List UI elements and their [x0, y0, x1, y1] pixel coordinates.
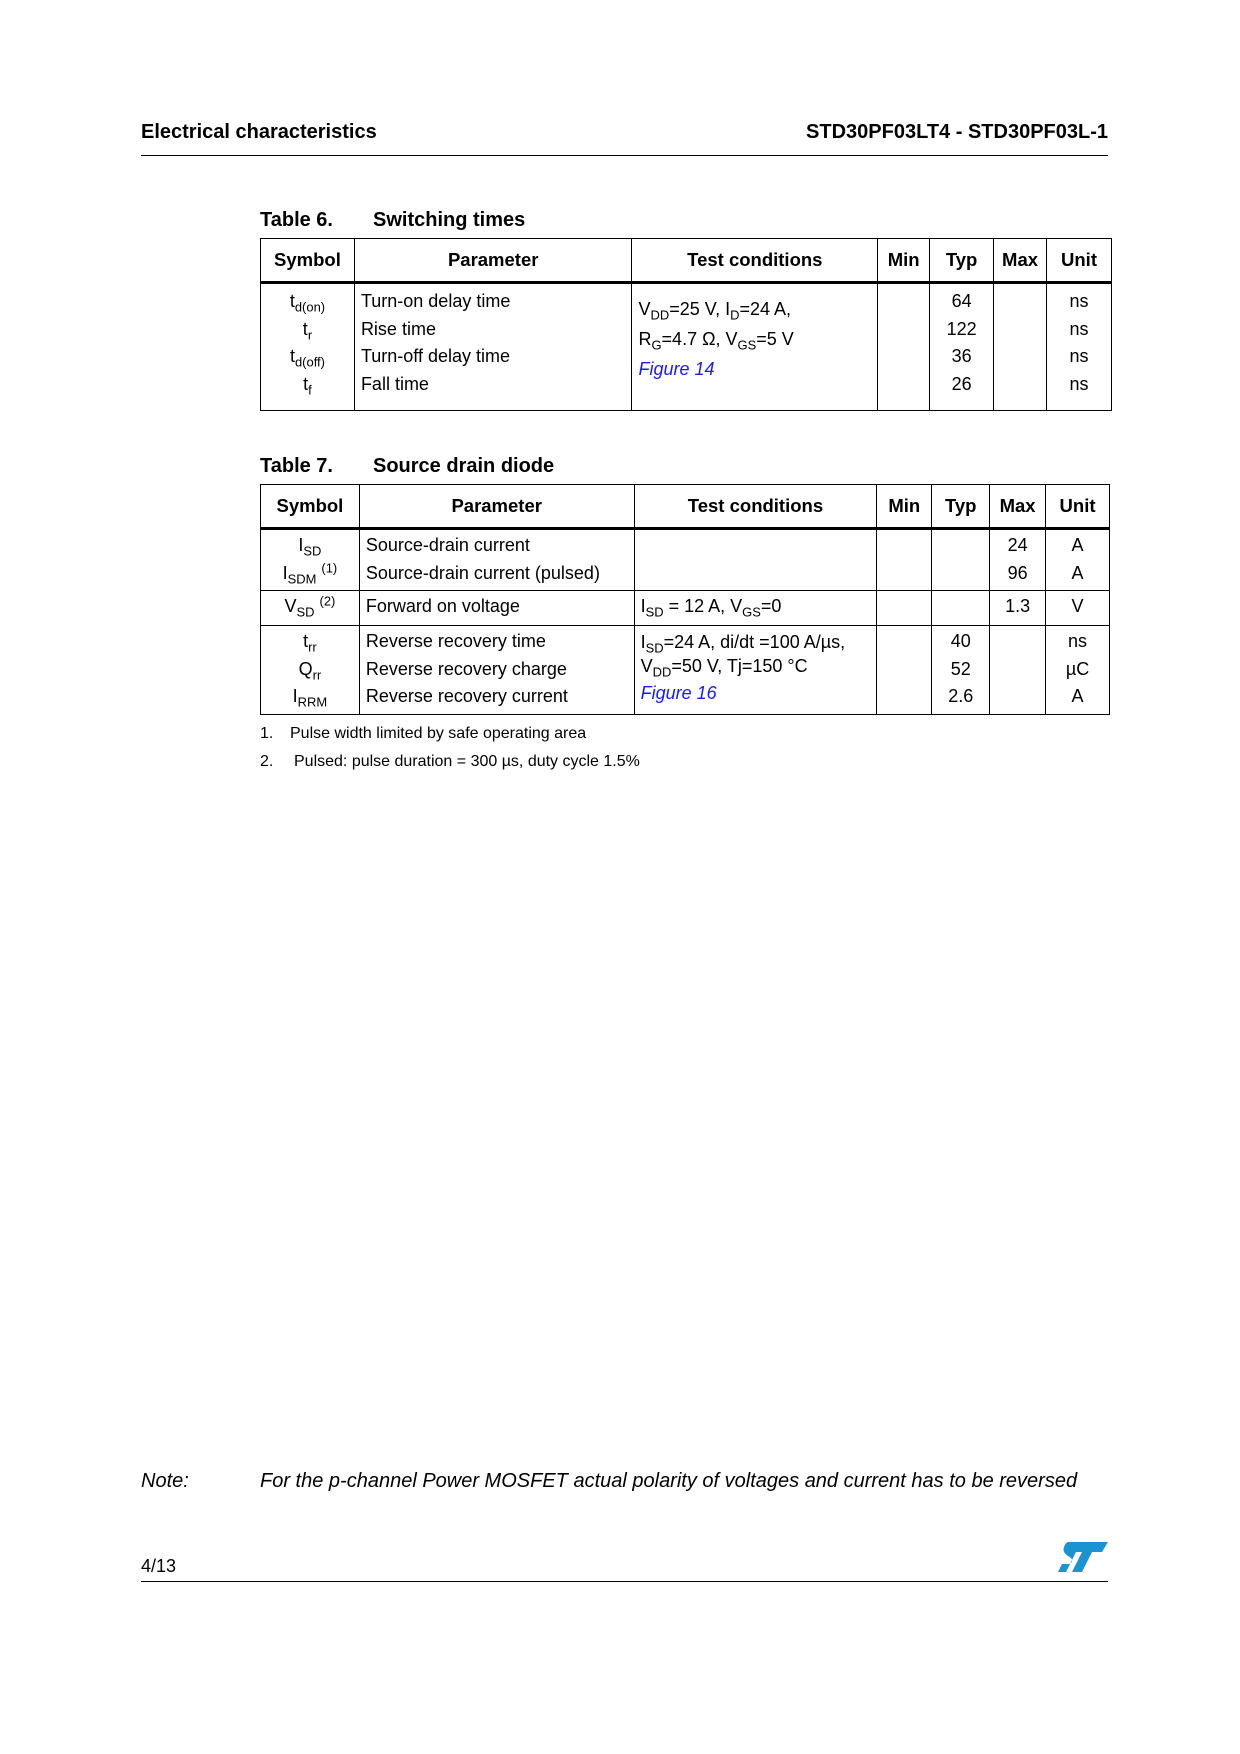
table7-caption: [260, 455, 554, 478]
col-unit: Unit: [1047, 239, 1112, 283]
unit-value: ns: [1069, 373, 1089, 394]
typ-cell: [932, 626, 990, 715]
unit-cell: [1046, 626, 1110, 715]
symbol: $t_{d(on)}$: [289, 291, 326, 315]
min-cell: [877, 591, 932, 626]
table6-caption: [260, 209, 525, 232]
col-parameter: Parameter: [354, 239, 632, 283]
typ-value: 40: [950, 631, 971, 651]
test-conditions-cell: [632, 283, 878, 411]
max-cell: [990, 626, 1046, 715]
table-row: [261, 626, 1110, 715]
condition-line: $R_G=4.7$ Ω, $V_{GS}=5$ V: [638, 329, 794, 353]
col-max: Max: [994, 239, 1047, 283]
parameter: Turn-off delay time: [360, 346, 510, 366]
parameter: Reverse recovery time: [365, 631, 546, 651]
table6-number: Table 6.: [260, 209, 333, 231]
symbol-cell: [261, 529, 360, 591]
table7-title: Source drain diode: [373, 455, 555, 477]
max-value: 1.3: [1005, 596, 1031, 616]
symbol: $t_{d(off)}$: [289, 346, 325, 370]
unit-cell: [1047, 283, 1112, 411]
condition-line: $I_{SD} = 12$ A, $V_{GS}=0$: [640, 596, 782, 620]
note-label: Note:: [141, 1470, 189, 1492]
parameter-cell: [359, 591, 634, 626]
table-header-row: [261, 485, 1110, 529]
unit-value: ns: [1068, 631, 1088, 651]
page-number: 4/13: [141, 1556, 177, 1576]
test-conditions-cell: [634, 626, 877, 715]
max-cell: [990, 591, 1046, 626]
typ-value: 36: [951, 346, 972, 366]
footnote-text: Pulse width limited by safe operating area: [290, 725, 587, 742]
parameter: Source-drain current: [365, 535, 530, 555]
symbol: $I_{RRM}$: [292, 686, 328, 710]
condition-line: $I_{SD}=24$ A, di/dt =100 A/µs,: [640, 632, 846, 656]
test-conditions-cell: [634, 529, 877, 591]
figure-14-link[interactable]: Figure 14: [638, 359, 715, 379]
footnote-number: 1.: [260, 725, 274, 742]
footer-rule: [141, 1581, 1108, 1582]
table-row: [261, 591, 1110, 626]
parameter-cell: [354, 283, 632, 411]
max-cell: [990, 529, 1046, 591]
unit-value: V: [1071, 596, 1084, 616]
col-symbol: Symbol: [261, 485, 360, 529]
source-drain-diode-table: [260, 484, 1110, 715]
col-min: Min: [877, 485, 932, 529]
switching-times-table: [260, 238, 1112, 411]
symbol: $I_{SD}$: [298, 535, 322, 559]
parameter: Reverse recovery current: [365, 686, 568, 706]
symbol: $t_f$: [303, 373, 312, 398]
col-symbol: Symbol: [261, 239, 355, 283]
symbol: $V_{SD}$ $^{(2)}$: [284, 593, 336, 620]
unit-cell: [1046, 591, 1110, 626]
footnote-1: [260, 725, 586, 743]
min-cell: [877, 529, 932, 591]
max-value: 96: [1007, 562, 1028, 583]
unit-value: A: [1071, 535, 1084, 555]
part-numbers: STD30PF03LT4 - STD30PF03L-1: [806, 121, 1108, 143]
unit-value: A: [1071, 686, 1084, 706]
table7-number: Table 7.: [260, 455, 333, 477]
unit-value: ns: [1069, 318, 1089, 339]
unit-cell: [1046, 529, 1110, 591]
parameter: Forward on voltage: [365, 596, 520, 616]
section-title: Electrical characteristics: [141, 121, 377, 143]
parameter-cell: [359, 529, 634, 591]
unit-value: A: [1071, 562, 1084, 583]
symbol-cell: [261, 591, 360, 626]
test-conditions-cell: [634, 591, 877, 626]
typ-value: 52: [950, 658, 971, 679]
col-typ: Typ: [932, 485, 990, 529]
typ-value: 26: [951, 373, 972, 394]
parameter: Source-drain current (pulsed): [365, 562, 600, 583]
symbol: $t_{rr}$: [303, 631, 317, 655]
symbol: $I_{SDM}$ $^{(1)}$: [282, 560, 338, 587]
max-value: 24: [1007, 535, 1028, 555]
symbol-cell: [261, 283, 355, 411]
col-typ: Typ: [930, 239, 994, 283]
typ-value: 64: [951, 291, 972, 311]
symbol-cell: [261, 626, 360, 715]
parameter: Fall time: [360, 373, 429, 394]
typ-cell: [932, 529, 990, 591]
table-row: [261, 529, 1110, 591]
footnote-2: [260, 753, 640, 771]
typ-value: 122: [946, 318, 977, 339]
parameter-cell: [359, 626, 634, 715]
unit-value: ns: [1069, 346, 1089, 366]
footnote-text: Pulsed: pulse duration = 300 µs, duty cycle 1.5%: [294, 753, 640, 770]
col-max: Max: [990, 485, 1046, 529]
col-unit: Unit: [1046, 485, 1110, 529]
table-row: [261, 283, 1112, 411]
st-logo-icon: [1058, 1540, 1108, 1574]
col-parameter: Parameter: [359, 485, 634, 529]
table-header-row: [261, 239, 1112, 283]
col-test-conditions: Test conditions: [634, 485, 877, 529]
col-min: Min: [878, 239, 930, 283]
max-cell: [994, 283, 1047, 411]
col-test-conditions: Test conditions: [632, 239, 878, 283]
symbol: $Q_{rr}$: [298, 658, 322, 683]
figure-16-link[interactable]: Figure 16: [640, 683, 717, 703]
min-cell: [878, 283, 930, 411]
table6-title: Switching times: [373, 209, 526, 231]
unit-value: ns: [1069, 291, 1089, 311]
typ-cell: [932, 591, 990, 626]
min-cell: [877, 626, 932, 715]
footnote-number: 2.: [260, 753, 274, 770]
note-text: For the p-channel Power MOSFET actual polarity of voltages and current has to be reversed: [260, 1470, 1078, 1492]
condition-line: $V_{DD}=25$ V, $I_D=24$ A,: [638, 299, 792, 323]
parameter: Rise time: [360, 318, 436, 339]
symbol: $t_r$: [302, 318, 313, 343]
typ-value: 2.6: [948, 686, 974, 706]
condition-line: $V_{DD}=50$ V, Tj=150 °C: [640, 656, 808, 680]
parameter: Reverse recovery charge: [365, 658, 567, 679]
unit-value: µC: [1065, 658, 1090, 679]
parameter: Turn-on delay time: [360, 291, 511, 311]
typ-cell: [930, 283, 994, 411]
header-rule: [141, 155, 1108, 156]
